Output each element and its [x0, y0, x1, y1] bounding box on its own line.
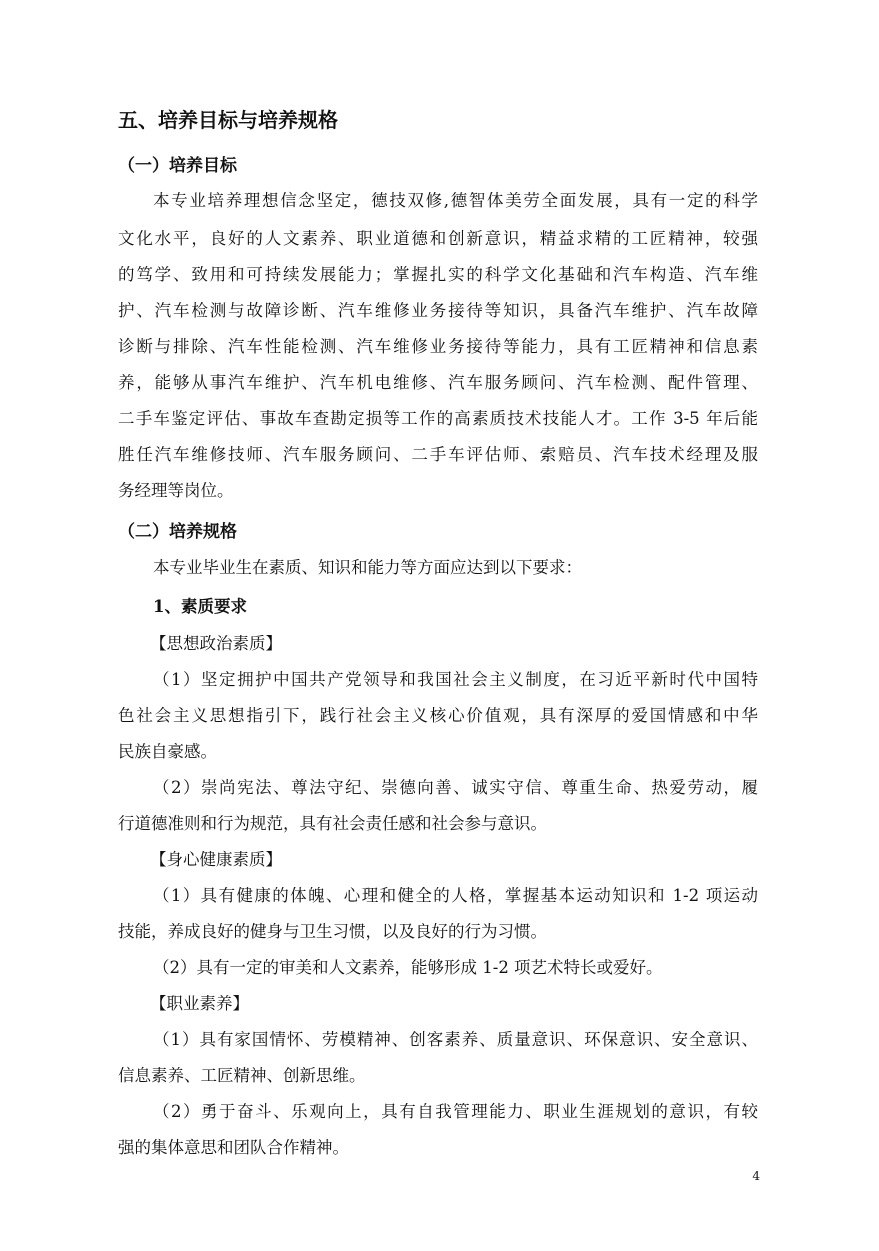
professional-item-line: （1）具有家国情怀、劳模精神、创客素养、质量意识、环保意识、安全意识、 — [153, 1030, 758, 1049]
goal-paragraph-line: 务经理等岗位。 — [118, 481, 234, 500]
page-number: 4 — [752, 1169, 760, 1183]
goal-paragraph-line: 文化水平，良好的人文素养、职业道德和创新意识，精益求精的工匠精神，较强 — [118, 229, 758, 248]
ideology-item-line: （1）坚定拥护中国共产党领导和我国社会主义制度，在习近平新时代中国特 — [153, 670, 758, 689]
ideology-item-line: 色社会主义思想指引下，践行社会主义核心价值观，具有深厚的爱国情感和中华 — [118, 706, 758, 725]
professional-item-line: 信息素养、工匠精神、创新思维。 — [118, 1066, 366, 1085]
spec-heading: （二）培养规格 — [118, 522, 237, 542]
quality-requirements-heading: 1、素质要求 — [153, 597, 247, 616]
goal-paragraph-line: 诊断与排除、汽车性能检测、汽车维修业务接待等能力，具有工匠精神和信息素 — [118, 337, 758, 356]
section-title: 五、培养目标与培养规格 — [118, 108, 338, 132]
goal-paragraph-line: 本专业培养理想信念坚定，德技双修,德智体美劳全面发展，具有一定的科学 — [153, 191, 758, 210]
spec-intro: 本专业毕业生在素质、知识和能力等方面应达到以下要求： — [153, 558, 582, 577]
ideology-label: 【思想政治素质】 — [150, 634, 282, 653]
goal-paragraph-line: 二手车鉴定评估、事故车查勘定损等工作的高素质技术技能人才。工作 3-5 年后能 — [118, 409, 758, 428]
health-item-line: （1）具有健康的体魄、心理和健全的人格，掌握基本运动知识和 1-2 项运动 — [153, 886, 758, 905]
ideology-item-line: 民族自豪感。 — [118, 742, 217, 761]
ideology-item-line: （2）崇尚宪法、尊法守纪、崇德向善、诚实守信、尊重生命、热爱劳动，履 — [153, 778, 758, 797]
goal-paragraph-line: 护、汽车检测与故障诊断、汽车维修业务接待等知识，具备汽车维护、汽车故障 — [118, 301, 758, 320]
health-item-line: 技能，养成良好的健身与卫生习惯，以及良好的行为习惯。 — [118, 922, 547, 941]
professional-item-line: （2）勇于奋斗、乐观向上，具有自我管理能力、职业生涯规划的意识，有较 — [153, 1102, 758, 1121]
professional-item-line: 强的集体意思和团队合作精神。 — [118, 1138, 349, 1157]
goal-paragraph-line: 胜任汽车维修技师、汽车服务顾问、二手车评估师、索赔员、汽车技术经理及服 — [118, 445, 758, 464]
goal-paragraph-line: 养，能够从事汽车维护、汽车机电维修、汽车服务顾问、汽车检测、配件管理、 — [118, 373, 758, 392]
ideology-item-line: 行道德准则和行为规范，具有社会责任感和社会参与意识。 — [118, 814, 547, 833]
health-item-line: （2）具有一定的审美和人文素养，能够形成 1-2 项艺术特长或爱好。 — [153, 958, 663, 977]
professional-label: 【职业素养】 — [150, 994, 249, 1013]
goal-heading: （一）培养目标 — [118, 156, 237, 176]
goal-paragraph-line: 的笃学、致用和可持续发展能力；掌握扎实的科学文化基础和汽车构造、汽车维 — [118, 265, 758, 284]
health-label: 【身心健康素质】 — [150, 850, 282, 869]
